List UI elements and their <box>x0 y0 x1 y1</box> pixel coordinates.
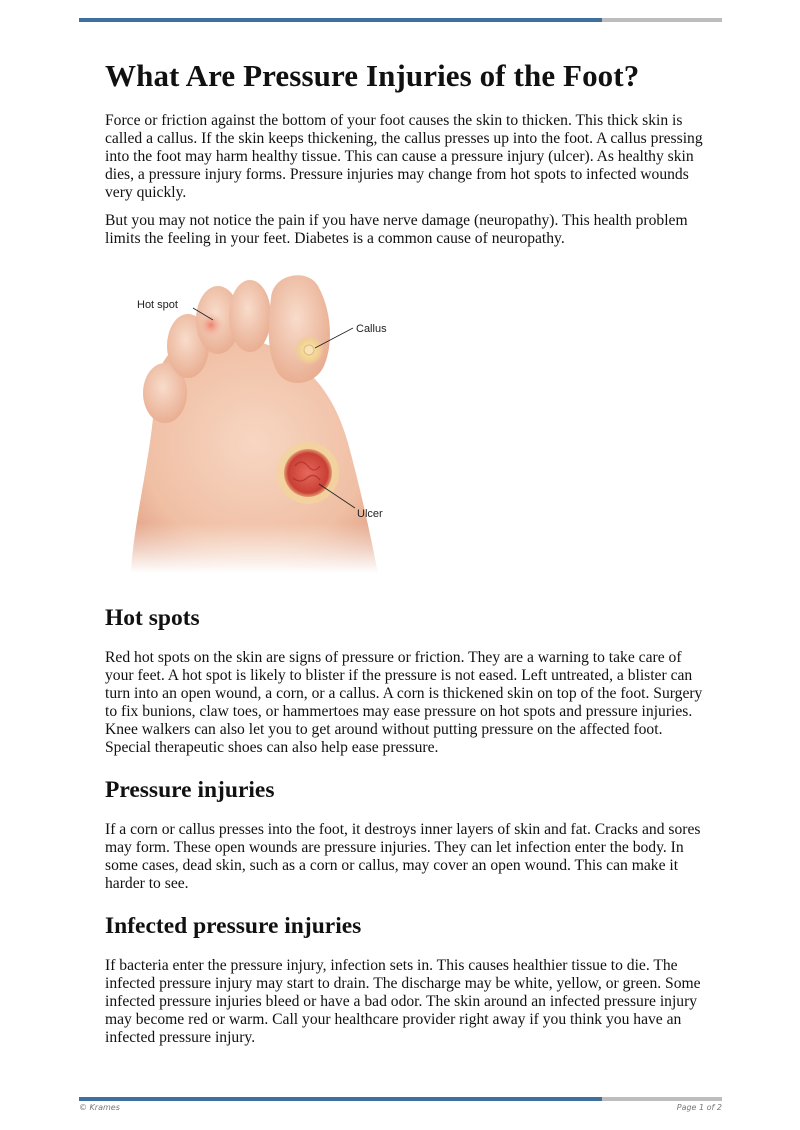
section-infected-pressure-injuries <box>105 911 705 1047</box>
header-rule-blue <box>79 18 602 22</box>
header-rule-gray <box>602 18 722 22</box>
big-toe <box>269 275 330 383</box>
document-body <box>105 56 705 1057</box>
section-body: Red hot spots on the skin are signs of pressure or friction. They are a warning to take care of your feet. A hot spot is likely to blister if the pressure is not eased. Left untreated, a blister can turn into an open wound, a corn, or a callus. A corn is thickened skin on top of the foot. Surgery to fix bunions, claw toes, or hammertoes may ease pressure on hot spots and pressure injuries. Knee walkers can also let you to get around without putting pressure on the affected foot. Special therapeutic shoes can also help ease pressure. <box>105 649 703 756</box>
section-pressure-injuries <box>105 775 705 893</box>
intro-paragraph-1: Force or friction against the bottom of your foot causes the skin to thicken. This thick skin is called a callus. If the skin keeps thickening, the callus presses up into the foot. A callus pressing into the foot may harm healthy tissue. This can cause a pressure injury (ulcer). As healthy skin dies, a pressure injury forms. Pressure injuries may change from hot spots to infected wounds very quickly. <box>105 112 703 201</box>
ulcer-mark <box>284 449 332 497</box>
section-hot-spots <box>105 603 705 757</box>
section-heading: Hot spots <box>105 605 200 631</box>
intro-paragraph-2: But you may not notice the pain if you have nerve damage (neuropathy). This health problem limits the feeling in your feet. Diabetes is a common cause of neuropathy. <box>105 212 688 247</box>
footer-rule-blue <box>79 1097 602 1101</box>
footer-rule <box>79 1097 722 1101</box>
section-heading: Infected pressure injuries <box>105 913 362 939</box>
hot-spot-label: Hot spot <box>137 299 178 311</box>
page-title: What Are Pressure Injuries of the Foot? <box>105 58 640 93</box>
hot-spot-mark <box>198 312 224 338</box>
footer-page-number: Page 1 of 2 <box>676 1103 722 1112</box>
foot-illustration <box>123 268 413 573</box>
footer-rule-gray <box>602 1097 722 1101</box>
second-toe <box>229 280 271 352</box>
ulcer-label: Ulcer <box>357 508 383 520</box>
header-rule <box>79 18 722 22</box>
section-body: If bacteria enter the pressure injury, infection sets in. This causes healthier tissue to die. The infected pressure injury may start to drain. The discharge may be white, yellow, or green. Some infected pressure injuries bleed or have a bad odor. The skin around an infected pressure injury may become red or warm. Call your healthcare provider right away if you think you have an infected pressure injury. <box>105 957 701 1046</box>
callus-label: Callus <box>356 323 387 335</box>
footer-copyright: © Krames <box>79 1103 120 1112</box>
section-heading: Pressure injuries <box>105 777 275 803</box>
section-body: If a corn or callus presses into the foot, it destroys inner layers of skin and fat. Cracks and sores may form. These open wounds are pressure injuries. They can let infection enter the body. In some cases, dead skin, such as a corn or callus, may cover an open wound. This can make it harder to see. <box>105 821 701 892</box>
foot-illustration-svg <box>123 268 413 573</box>
